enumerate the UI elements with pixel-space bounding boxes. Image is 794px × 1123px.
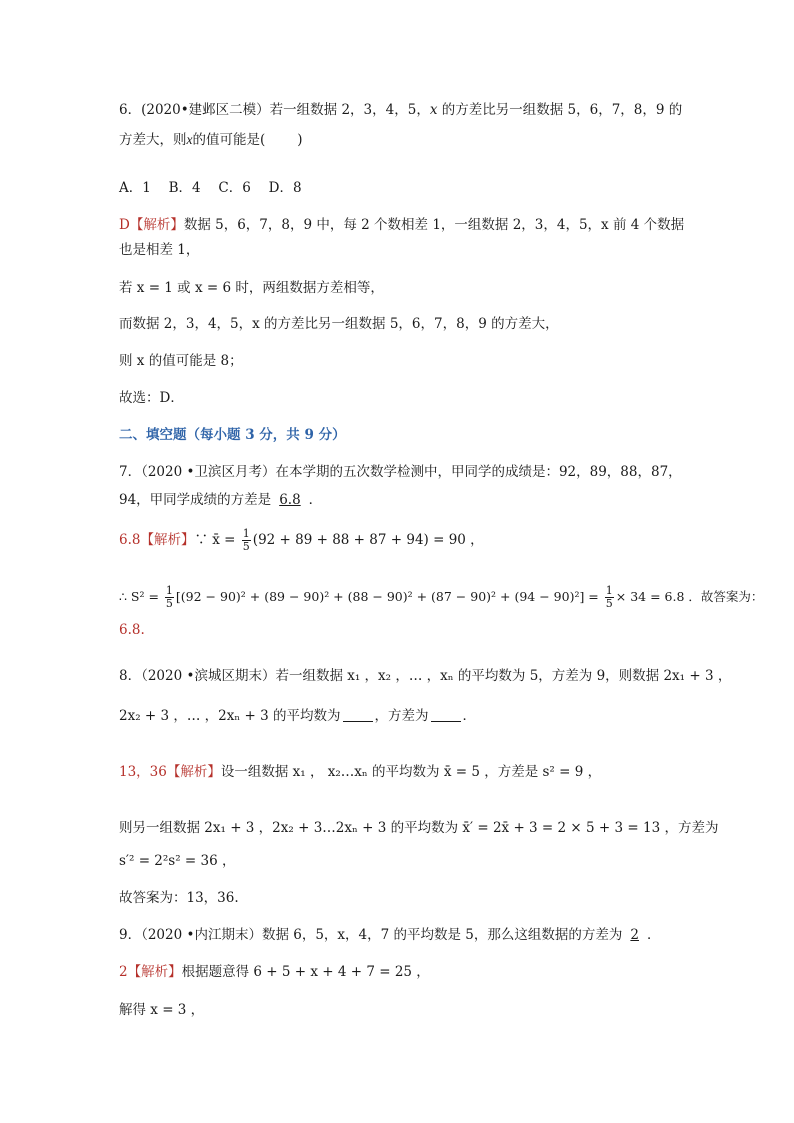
q7-variance-result: × 34 = 6.8 ．故答案为：: [615, 589, 764, 604]
q9-solution-text: 根据题意得 6 + 5 + x + 4 + 7 = 25 ，: [181, 964, 430, 980]
q7-frac3-den: 5: [605, 597, 613, 610]
q7-fraction: [242, 528, 251, 553]
q7-answer: 6.8: [279, 492, 301, 508]
q8-stem-text: 2x₂ + 3 ，… ，2xₙ + 3 的平均数为: [119, 708, 341, 724]
q6-solution-line2: 也是相差 1，: [119, 242, 200, 258]
q7-frac2-den: 5: [165, 597, 173, 610]
q8-solution-label: 13，36【解析】: [119, 764, 221, 780]
q7-frac2-num: 1: [165, 584, 173, 597]
q7-stem-line2: [119, 490, 322, 510]
q6-solution-label: D【解析】: [119, 217, 184, 233]
q8-solution-text: 设一组数据 x₁ ， x₂…xₙ 的平均数为 x̄ = 5 ，方差是 s² = 9 ，: [220, 764, 602, 780]
q6-options: A．1 B．4 C．6 D．8: [119, 180, 302, 196]
q9-stem-end: ．: [646, 927, 661, 943]
q7-solution-line2: [119, 585, 763, 610]
q6-stem-text: 方差大，则: [119, 132, 187, 148]
q8-solution-line4: 故答案为：13，36.: [119, 890, 239, 906]
q8-variance-blank: [431, 707, 461, 722]
q6-solution-text: 数据 5，6，7，8，9 中，每 2 个数相差 1，一组数据 2，3，4，5，x 前 4 个数据: [183, 217, 685, 233]
q8-stem-line2: [119, 706, 476, 726]
q6-stem-line1: 6．(2020•建邺区二模）若一组数据 2，3，4，5，𝑥 的方差比另一组数据 5，6，7，8，9 的: [119, 102, 683, 118]
q7-stem-end: ．: [308, 492, 323, 508]
q8-stem-line1: 8．（2020 •滨城区期末）若一组数据 x₁ ，x₂ ，… ，xₙ 的平均数为 5，方差为 9，则数据 2x₁ + 3 ，: [119, 668, 732, 684]
q8-solution-line2: 则另一组数据 2x₁ + 3 ，2x₂ + 3…2xₙ + 3 的平均数为 x̄′ = 2x̄ + 3 = 2 × 5 + 3 = 13 ，方差为: [119, 820, 719, 836]
q6-solution-line5: 则 x 的值可能是 8；: [119, 353, 243, 369]
q6-solution-line1: [119, 215, 684, 235]
q7-mean-expr: ∵ x̄ =: [194, 532, 240, 548]
q7-stem-line1: 7．（2020 •卫滨区月考）在本学期的五次数学检测中，甲同学的成绩是：92，89，88，87，: [119, 464, 682, 480]
q8-stem-text2: ，方差为: [374, 708, 429, 724]
q7-mean-sum: (92 + 89 + 88 + 87 + 94) = 90 ，: [252, 532, 484, 548]
q9-stem: [119, 925, 660, 945]
q6-solution-line6: 故选：D．: [119, 390, 184, 406]
q7-solution-line1: [119, 528, 484, 553]
q7-frac-num: 1: [242, 527, 250, 540]
q6-stem-line2: [119, 130, 303, 150]
q7-variance-sum: [(92 − 90)² + (89 − 90)² + (88 − 90)² + (87 − 90)² + (94 − 90)²] =: [175, 589, 603, 604]
q7-variance-lhs: ∴ S² =: [119, 589, 163, 604]
q7-solution-line3: 6.8.: [119, 622, 145, 638]
q6-solution-line3: 若 x = 1 或 x = 6 时，两组数据方差相等，: [119, 280, 384, 296]
q8-solution-line3: s′² = 2²s² = 36 ，: [119, 853, 236, 869]
q8-solution-line1: [119, 762, 601, 782]
q6-stem-close: ): [297, 132, 303, 148]
q7-fraction3: [605, 585, 614, 610]
q7-frac3-num: 1: [605, 584, 613, 597]
q6-stem-text2: 的值可能是(: [192, 132, 266, 148]
q9-answer: 2: [630, 927, 639, 943]
q7-fraction2: [165, 585, 174, 610]
q7-frac-den: 5: [242, 540, 250, 553]
q9-solution-line2: 解得 x = 3 ，: [119, 1002, 205, 1018]
q9-solution-line1: [119, 962, 430, 982]
q9-solution-label: 2【解析】: [119, 964, 182, 980]
q6-solution-line4: 而数据 2，3，4，5，x 的方差比另一组数据 5，6，7，8，9 的方差大，: [119, 316, 559, 332]
q7-stem-text: 94，甲同学成绩的方差是: [119, 492, 272, 508]
q8-mean-blank: [343, 707, 373, 722]
q9-stem-text: 9．（2020 •内江期末）数据 6，5，x，4，7 的平均数是 5，那么这组数据的方差为: [119, 927, 623, 943]
q8-stem-end: ．: [462, 708, 476, 724]
q6-variable: x: [186, 132, 193, 147]
section-heading: 二、填空题（每小题 3 分，共 9 分）: [119, 427, 346, 443]
q7-solution-label: 6.8【解析】: [119, 532, 195, 548]
